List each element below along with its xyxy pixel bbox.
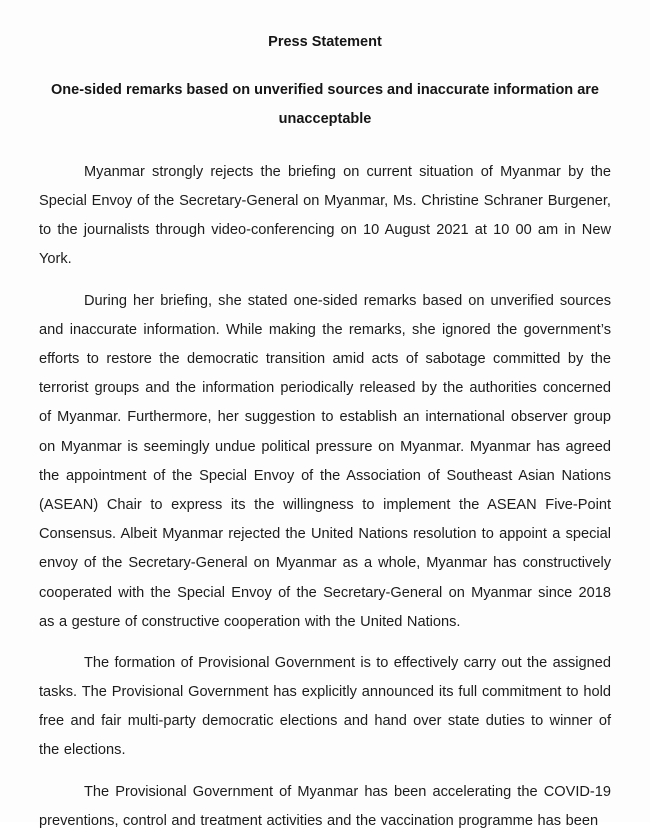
paragraph-3: The formation of Provisional Government is to effectively carry out the assigned tasks. The Provisional Government has explicitly announced its full commitment to hold free and fair multi-party democratic elections and hand over state duties to winner of the elections.	[39, 654, 611, 759]
statement-title: One-sided remarks based on unverified sources and inaccurate information are unacceptable	[51, 82, 599, 127]
press-statement-heading: Press Statement	[268, 34, 382, 50]
paragraph-2: During her briefing, she stated one-sided remarks based on unverified sources and inaccurate information. While making the remarks, she ignored the government’s efforts to restore the democratic transition amid acts of sabotage committed by the terrorist groups and the information periodically released by the authorities concerned of Myanmar. Furthermore, her suggestion to establish an international observer group on Myanmar is seemingly undue political pressure on Myanmar. Myanmar has agreed the appointment of the Special Envoy of the Association of Southeast Asian Nations (ASEAN) Chair to express its the willingness to implement the ASEAN Five-Point Consensus. Albeit Myanmar rejected the United Nations resolution to appoint a special envoy of the Secretary-General on Myanmar as a whole, Myanmar has constructively cooperated with the Special Envoy of the Secretary-General on Myanmar since 2018 as a gesture of constructive cooperation with the United Nations.	[39, 292, 611, 630]
paragraph-4: The Provisional Government of Myanmar has been accelerating the COVID-19 preventions, control and treatment activities and the vaccination programme has been	[39, 783, 611, 829]
paragraph-1: Myanmar strongly rejects the briefing on current situation of Myanmar by the Special Envoy of the Secretary-General on Myanmar, Ms. Christine Schraner Burgener, to the journalists through video-conferencing on 10 August 2021 at 10 00 am in New York.	[39, 163, 611, 268]
